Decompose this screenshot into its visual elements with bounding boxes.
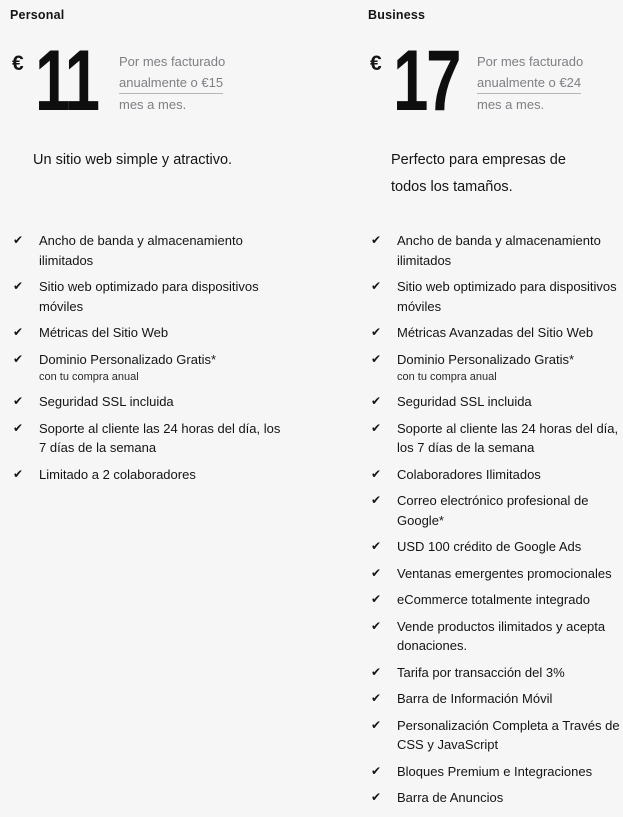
feature-label: Barra de Anuncios	[397, 790, 504, 805]
check-icon: ✔	[371, 565, 382, 580]
feature-item	[368, 419, 623, 458]
feature-label: Correo electrónico profesional de Google*	[397, 493, 589, 528]
feature-label: Barra de Información Móvil	[397, 691, 553, 706]
feature-item	[10, 392, 358, 412]
feature-label: Seguridad SSL incluida	[39, 394, 174, 409]
check-icon: ✔	[13, 233, 24, 247]
feature-label: Ancho de banda y almacenamiento ilimitados	[397, 233, 601, 268]
feature-label: Vende productos ilimitados y acepta donaciones.	[397, 618, 606, 653]
check-icon: ✔	[371, 539, 382, 553]
check-icon: ✔	[371, 493, 382, 507]
billing-line-underlined: anualmente o €15	[119, 73, 223, 94]
feature-item	[368, 663, 623, 683]
feature-item	[368, 277, 623, 316]
feature-label: USD 100 crédito de Google Ads	[397, 539, 582, 554]
feature-label: Soporte al cliente las 24 horas del día, los 7 días de la semana	[397, 420, 619, 455]
billing-line-underlined: anualmente o €24	[477, 73, 581, 94]
feature-item	[10, 350, 358, 386]
feature-label: Dominio Personalizado Gratis*	[397, 351, 575, 367]
feature-item	[368, 590, 623, 610]
billing-note	[477, 51, 583, 115]
feature-label: Ancho de banda y almacenamiento ilimitados	[39, 233, 243, 268]
feature-label: Soporte al cliente las 24 horas del día, los 7 días de la semana	[39, 420, 281, 455]
check-icon: ✔	[13, 279, 24, 293]
feature-item	[368, 350, 623, 386]
billing-note	[119, 51, 225, 115]
feature-label: eCommerce totalmente integrado	[397, 592, 590, 607]
feature-label: Limitado a 2 colaboradores	[39, 466, 196, 482]
feature-item	[368, 788, 623, 808]
feature-label: Dominio Personalizado Gratis*	[39, 351, 217, 367]
feature-label: Sitio web optimizado para dispositivos móviles	[39, 279, 259, 314]
feature-item	[368, 392, 623, 412]
feature-item	[368, 537, 623, 557]
plan-title-personal: Personal	[10, 8, 65, 22]
feature-item	[368, 689, 623, 709]
feature-item	[368, 716, 623, 755]
feature-item	[368, 491, 623, 530]
feature-label: Colaboradores Ilimitados	[397, 466, 541, 482]
check-icon: ✔	[13, 420, 24, 435]
check-icon: ✔	[371, 394, 382, 408]
feature-item	[10, 231, 358, 270]
price-amount: 11	[35, 33, 98, 129]
feature-item	[10, 465, 358, 485]
check-icon: ✔	[13, 466, 24, 481]
check-icon: ✔	[371, 592, 382, 606]
check-icon: ✔	[13, 351, 24, 366]
feature-list-personal	[10, 231, 358, 484]
check-icon: ✔	[371, 420, 382, 435]
tagline-line: Un sitio web simple y atractivo.	[33, 152, 233, 168]
check-icon: ✔	[371, 717, 382, 732]
plan-column-business	[358, 0, 623, 817]
feature-label: Métricas Avanzadas del Sitio Web	[397, 325, 594, 340]
feature-label: Sitio web optimizado para dispositivos móviles	[397, 279, 617, 314]
feature-item	[368, 617, 623, 656]
plan-title-business: Business	[368, 8, 426, 22]
check-icon: ✔	[13, 325, 24, 339]
feature-subtext: con tu compra anual	[39, 371, 139, 383]
currency-symbol: €	[370, 52, 382, 75]
feature-label: Ventanas emergentes promocionales	[397, 565, 612, 581]
check-icon: ✔	[371, 664, 382, 679]
feature-subtext: con tu compra anual	[397, 371, 497, 383]
price-amount: 17	[393, 33, 460, 129]
feature-label: Bloques Premium e Integraciones	[397, 763, 593, 779]
check-icon: ✔	[371, 618, 382, 633]
check-icon: ✔	[13, 394, 24, 408]
plan-tagline	[33, 147, 358, 203]
tagline-line: Perfecto para empresas de	[391, 152, 566, 168]
check-icon: ✔	[371, 325, 382, 339]
check-icon: ✔	[371, 351, 382, 366]
plan-tagline	[391, 147, 623, 203]
check-icon: ✔	[371, 279, 382, 293]
billing-line: Por mes facturado	[119, 54, 226, 69]
price-block-business	[368, 33, 623, 129]
feature-label: Seguridad SSL incluida	[397, 394, 532, 409]
feature-item	[10, 419, 358, 458]
billing-line: Por mes facturado	[477, 54, 584, 69]
feature-label: Personalización Completa a Través de CSS y JavaScript	[397, 717, 620, 752]
feature-item	[10, 323, 358, 343]
currency-symbol: €	[12, 52, 24, 75]
feature-item	[368, 323, 623, 343]
check-icon: ✔	[371, 466, 382, 481]
feature-item	[368, 762, 623, 782]
tagline-line: todos los tamaños.	[391, 179, 513, 195]
check-icon: ✔	[371, 763, 382, 778]
billing-line: mes a mes.	[119, 97, 187, 112]
feature-item	[368, 564, 623, 584]
feature-item	[368, 231, 623, 270]
feature-item	[10, 277, 358, 316]
feature-item	[368, 465, 623, 485]
check-icon: ✔	[371, 691, 382, 705]
feature-list-business	[368, 231, 623, 808]
check-icon: ✔	[371, 233, 382, 247]
billing-line: mes a mes.	[477, 97, 545, 112]
check-icon: ✔	[371, 790, 382, 804]
price-block-personal	[10, 33, 358, 129]
feature-label: Tarifa por transacción del 3%	[397, 664, 565, 680]
feature-label: Métricas del Sitio Web	[39, 325, 169, 340]
